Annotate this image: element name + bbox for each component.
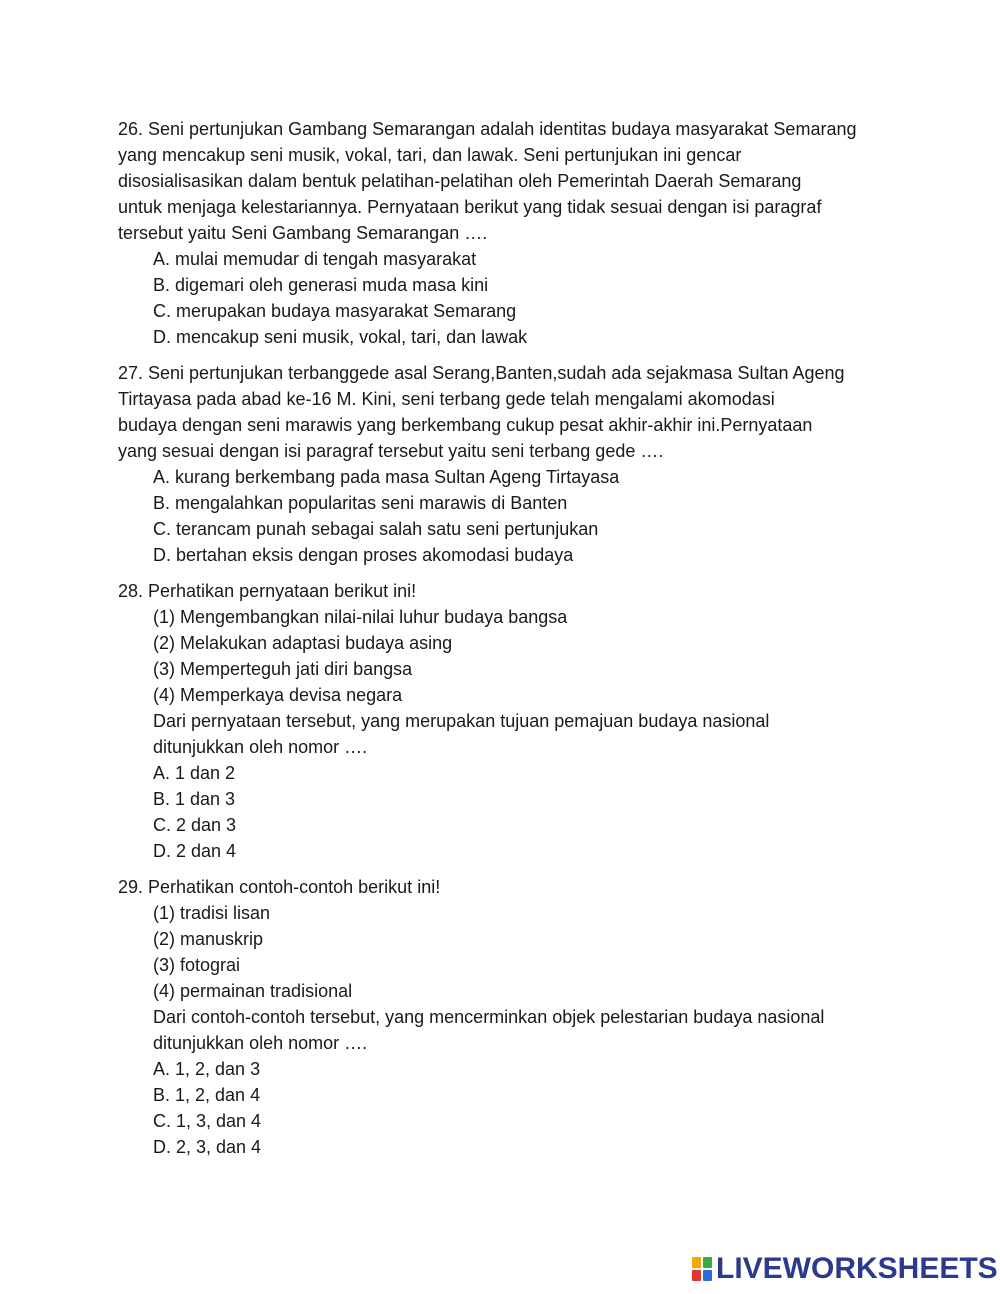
question-prompt-line: Dari pernyataan tersebut, yang merupakan tujuan pemajuan budaya nasional xyxy=(153,711,770,731)
question-stem xyxy=(118,578,938,604)
question-stem-line: yang mencakup seni musik, vokal, tari, dan lawak. Seni pertunjukan ini gencar xyxy=(118,145,742,165)
answer-option[interactable]: B. mengalahkan popularitas seni marawis di Banten xyxy=(153,493,568,513)
question-stem xyxy=(118,360,938,464)
question-stem-line: 26. Seni pertunjukan Gambang Semarangan adalah identitas budaya masyarakat Semarang xyxy=(118,119,857,139)
question-stem-line: 29. Perhatikan contoh-contoh berikut ini! xyxy=(118,877,441,897)
question-stem-line: tersebut yaitu Seni Gambang Semarangan …. xyxy=(118,223,488,243)
liveworksheets-logo xyxy=(692,1254,998,1284)
answer-option[interactable]: D. bertahan eksis dengan proses akomodasi budaya xyxy=(153,545,574,565)
answer-option[interactable]: A. 1 dan 2 xyxy=(153,763,236,783)
answer-option[interactable]: C. merupakan budaya masyarakat Semarang xyxy=(153,301,517,321)
question-prompt-line: ditunjukkan oleh nomor …. xyxy=(153,737,368,757)
question-26 xyxy=(118,116,938,350)
question-stem-line: Tirtayasa pada abad ke-16 M. Kini, seni terbang gede telah mengalami akomodasi xyxy=(118,389,775,409)
question-stem-line: 28. Perhatikan pernyataan berikut ini! xyxy=(118,581,417,601)
statement-item: (2) Melakukan adaptasi budaya asing xyxy=(153,633,453,653)
statement-item: (3) fotograi xyxy=(153,955,241,975)
question-28 xyxy=(118,578,938,864)
answer-option[interactable]: A. kurang berkembang pada masa Sultan Ageng Tirtayasa xyxy=(153,467,620,487)
statement-item: (1) Mengembangkan nilai-nilai luhur budaya bangsa xyxy=(153,607,568,627)
question-body xyxy=(118,900,938,1160)
statement-item: (2) manuskrip xyxy=(153,929,264,949)
answer-option[interactable]: D. 2, 3, dan 4 xyxy=(153,1137,262,1157)
answer-option[interactable]: C. 1, 3, dan 4 xyxy=(153,1111,262,1131)
answer-option[interactable]: C. terancam punah sebagai salah satu seni pertunjukan xyxy=(153,519,599,539)
question-prompt-line: Dari contoh-contoh tersebut, yang mencerminkan objek pelestarian budaya nasional xyxy=(153,1007,825,1027)
logo-mark-icon xyxy=(692,1257,712,1281)
answer-option[interactable]: D. mencakup seni musik, vokal, tari, dan lawak xyxy=(153,327,528,347)
question-stem-line: 27. Seni pertunjukan terbanggede asal Serang,Banten,sudah ada sejakmasa Sultan Ageng xyxy=(118,363,845,383)
question-stem-line: budaya dengan seni marawis yang berkembang cukup pesat akhir-akhir ini.Pernyataan xyxy=(118,415,813,435)
question-stem-line: yang sesuai dengan isi paragraf tersebut yaitu seni terbang gede …. xyxy=(118,441,664,461)
question-prompt-line: ditunjukkan oleh nomor …. xyxy=(153,1033,368,1053)
answer-option[interactable]: B. 1 dan 3 xyxy=(153,789,236,809)
statement-item: (4) Memperkaya devisa negara xyxy=(153,685,403,705)
logo-text: LIVEWORKSHEETS xyxy=(716,1252,998,1285)
answer-option[interactable]: B. 1, 2, dan 4 xyxy=(153,1085,261,1105)
statement-item: (4) permainan tradisional xyxy=(153,981,353,1001)
worksheet-page xyxy=(118,116,938,1170)
question-stem-line: disosialisasikan dalam bentuk pelatihan-pelatihan oleh Pemerintah Daerah Semarang xyxy=(118,171,802,191)
answer-option[interactable]: B. digemari oleh generasi muda masa kini xyxy=(153,275,489,295)
question-stem-line: untuk menjaga kelestariannya. Pernyataan berikut yang tidak sesuai dengan isi paragraf xyxy=(118,197,822,217)
answer-option[interactable]: A. 1, 2, dan 3 xyxy=(153,1059,261,1079)
answer-option[interactable]: C. 2 dan 3 xyxy=(153,815,237,835)
question-body xyxy=(118,464,938,568)
question-29 xyxy=(118,874,938,1160)
question-27 xyxy=(118,360,938,568)
question-body xyxy=(118,246,938,350)
answer-option[interactable]: D. 2 dan 4 xyxy=(153,841,237,861)
question-stem xyxy=(118,116,938,246)
question-stem xyxy=(118,874,938,900)
statement-item: (1) tradisi lisan xyxy=(153,903,271,923)
question-body xyxy=(118,604,938,864)
answer-option[interactable]: A. mulai memudar di tengah masyarakat xyxy=(153,249,477,269)
statement-item: (3) Memperteguh jati diri bangsa xyxy=(153,659,413,679)
